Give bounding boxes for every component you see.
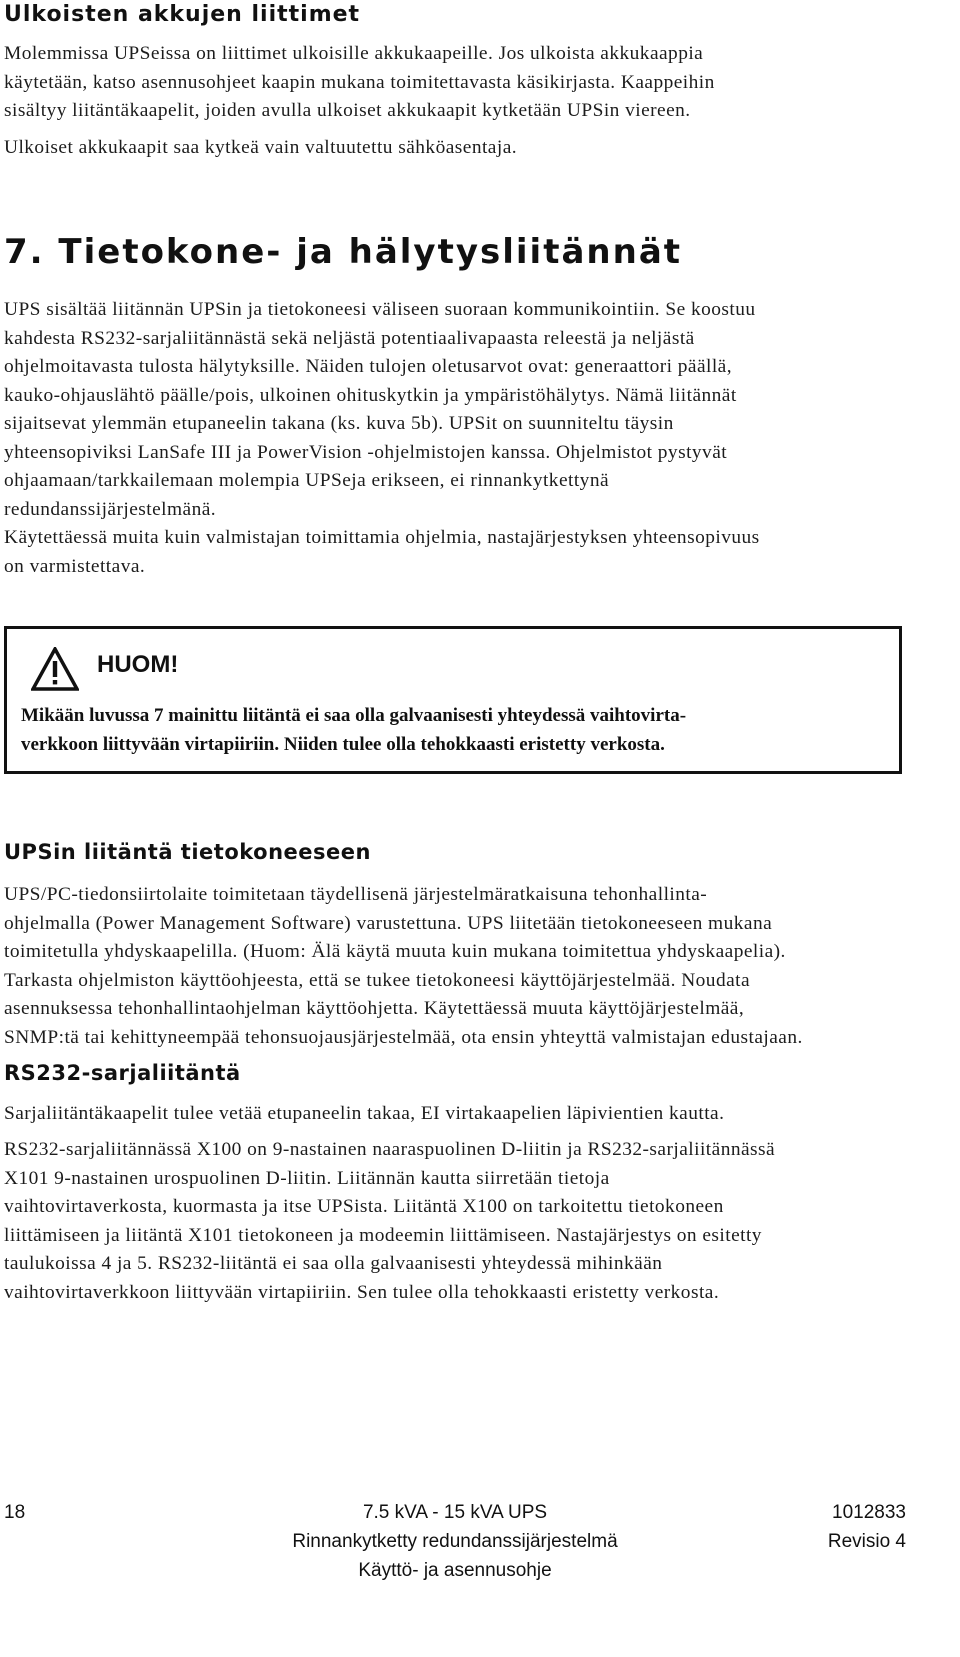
- text-line: UPS/PC-tiedonsiirtolaite toimitetaan täydellisenä järjestelmäratkaisuna tehonhallinta-: [4, 884, 708, 905]
- section-heading-rs232: RS232-sarjaliitäntä: [4, 1061, 241, 1085]
- text-line: SNMP:tä tai kehittyneempää tehonsuojausjärjestelmää, ota ensin yhteyttä valmistajan edustajaan.: [4, 1026, 803, 1048]
- footer-subtitle: Rinnankytketty redundanssijärjestelmä: [292, 1531, 618, 1552]
- notice-title: HUOM!: [97, 651, 179, 678]
- text-line: vaihtovirtaverkkoon liittyvään virtapiiriin. Sen tulee olla tehokkaasti eristetty verkosta.: [4, 1281, 720, 1303]
- text-line: kahdesta RS232-sarjaliitännästä sekä neljästä potentiaalivapaasta releestä ja neljästä: [4, 327, 695, 349]
- text-line: toimitetulla yhdyskaapelilla. (Huom: Älä käytä muuta kuin mukana toimitettua yhdyskaapelia).: [4, 941, 786, 962]
- text-line: sisältyy liitäntäkaapelit, joiden avulla ulkoiset akkukaapit kytketään UPSin viereen.: [4, 100, 691, 121]
- footer-document-title: [4, 1498, 906, 1585]
- text-line: yhteensopiviksi LanSafe III ja PowerVision -ohjelmistojen kanssa. Ohjelmistot pystyvät: [4, 441, 728, 463]
- text-line: ohjelmoitavasta tulosta hälytyksille. Näiden tulojen oletusarvot ovat: generaattori päällä,: [4, 356, 733, 377]
- text-line: RS232-sarjaliitännässä X100 on 9-nastainen naaraspuolinen D-liitin ja RS232-sarjaliitännässä: [4, 1139, 776, 1160]
- section-heading-external-batteries: Ulkoisten akkujen liittimet: [4, 2, 361, 27]
- section-heading-computer-connection: UPSin liitäntä tietokoneeseen: [4, 840, 371, 864]
- footer-document-info: [828, 1498, 906, 1556]
- text-line: Sarjaliitäntäkaapelit tulee vetää etupaneelin takaa, EI virtakaapelien läpivientien kautta.: [4, 1103, 725, 1124]
- text-line: Tarkasta ohjelmiston käyttöohjeesta, että se tukee tietokoneesi käyttöjärjestelmää. Noudata: [4, 969, 751, 991]
- text-line: ohjaamaan/tarkkailemaan molempia UPSeja erikseen, ei rinnankytkettynä: [4, 470, 610, 491]
- document-number: 1012833: [832, 1502, 906, 1523]
- text-line: sijaitsevat ylemmän etupaneelin takana (ks. kuva 5b). UPSit on suunniteltu täysin: [4, 413, 674, 434]
- text-line: Käytettäessä muita kuin valmistajan toimittamia ohjelmia, nastajärjestyksen yhteensopivuus: [4, 527, 760, 548]
- text-line: on varmistettava.: [4, 555, 146, 577]
- text-line: ohjelmalla (Power Management Software) varustettuna. UPS liitetään tietokoneeseen mukana: [4, 912, 773, 934]
- external-batteries-paragraph: [4, 40, 956, 162]
- chapter-paragraph-2: [4, 524, 956, 581]
- warning-notice-box: [4, 626, 902, 774]
- text-line: kauko-ohjauslähtö päälle/pois, ulkoinen ohituskytkin ja ympäristöhälytys. Nämä liitännät: [4, 384, 737, 406]
- warning-triangle-icon: [31, 647, 79, 691]
- text-line: Molemmissa UPSeissa on liittimet ulkoisille akkukaapeille. Jos ulkoista akkukaappia: [4, 43, 704, 64]
- computer-connection-paragraph: [4, 881, 956, 1052]
- chapter-paragraph-1: [4, 296, 956, 524]
- footer-manual-type: Käyttö- ja asennusohje: [358, 1560, 552, 1581]
- page-number: 18: [4, 1502, 26, 1523]
- text-line: redundanssijärjestelmänä.: [4, 498, 217, 520]
- text-line: käytetään, katso asennusohjeet kaapin mukana toimitettavasta käsikirjasta. Kaappeihin: [4, 71, 715, 93]
- text-line: taulukoissa 4 ja 5. RS232-liitäntä ei saa olla galvaanisesti yhteydessä mihinkään: [4, 1253, 663, 1274]
- text-line: liittämiseen ja liitäntä X101 tietokoneen ja modeemin liittämiseen. Nastajärjestys on esitetty: [4, 1224, 762, 1246]
- text-line: vaihtovirtaverkosta, kuormasta ja itse UPSista. Liitäntä X100 on tarkoitettu tietokoneen: [4, 1196, 724, 1217]
- text-line: Mikään luvussa 7 mainittu liitäntä ei saa olla galvaanisesti yhteydessä vaihtovirta-: [21, 705, 687, 726]
- revision: Revisio 4: [827, 1531, 906, 1552]
- text-line: verkkoon liittyvään virtapiiriin. Niiden tulee olla tehokkaasti eristetty verkosta.: [21, 734, 665, 755]
- notice-text: [21, 701, 891, 759]
- footer-product: 7.5 kVA - 15 kVA UPS: [362, 1502, 548, 1523]
- rs232-paragraph-1: [4, 1100, 956, 1129]
- rs232-paragraph-2: [4, 1136, 956, 1307]
- text-line: UPS sisältää liitännän UPSin ja tietokoneesi väliseen suoraan kommunikointiin. Se koostuu: [4, 299, 756, 320]
- text-line: Ulkoiset akkukaapit saa kytkeä vain valtuutettu sähköasentaja.: [4, 136, 518, 158]
- text-line: X101 9-nastainen urospuolinen D-liitin. Liitännän kautta siirretään tietoja: [4, 1167, 610, 1189]
- page-footer: [4, 1498, 906, 1624]
- chapter-title: 7. Tietokone- ja hälytysliitännät: [4, 232, 683, 272]
- text-line: asennuksessa tehonhallintaohjelman käyttöohjetta. Käytettäessä muuta käyttöjärjestelmää,: [4, 998, 745, 1019]
